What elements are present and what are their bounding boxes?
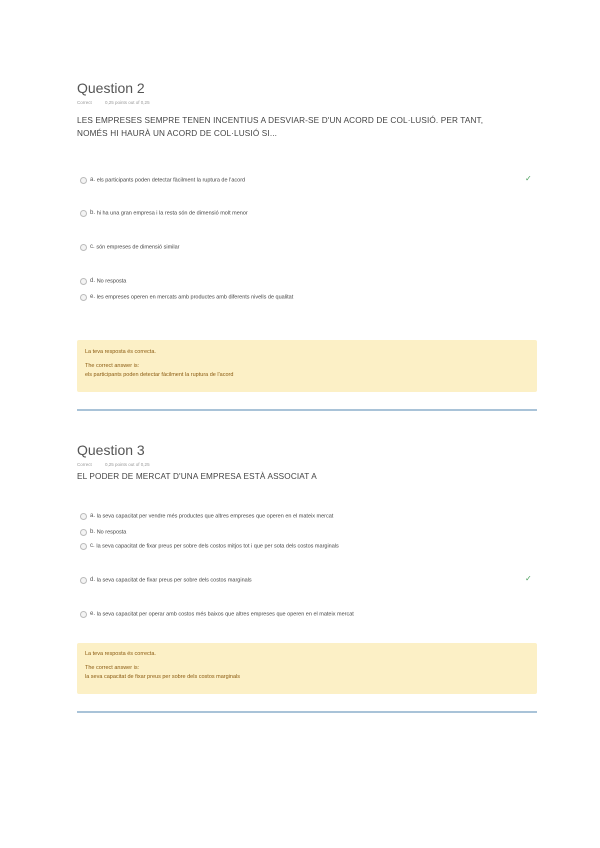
divider <box>77 711 537 713</box>
question-2-text <box>77 114 537 140</box>
q3-option-e[interactable] <box>80 611 354 618</box>
feedback-correct-answer: els participants poden detectar fàcilment la ruptura de l'acord <box>85 372 234 378</box>
radio-button[interactable] <box>80 278 87 285</box>
q3-option-a[interactable] <box>80 513 333 520</box>
radio-button[interactable] <box>80 529 87 536</box>
feedback-correct-answer: la seva capacitat de fixar preus per sobre dels costos marginals <box>85 674 240 680</box>
feedback-correct-label: The correct answer is: <box>85 363 140 369</box>
option-text: hi ha una gran empresa i la resta són de dimensió molt menor <box>96 210 248 217</box>
question-3-text-line-1: EL PODER DE MERCAT D'UNA EMPRESA ESTÀ ASSOCIAT A <box>77 472 317 481</box>
option-text: els participants poden detectar fàcilment la ruptura de l'acord <box>96 177 246 184</box>
option-letter: d. <box>90 278 96 284</box>
divider <box>77 409 537 411</box>
q2-option-b[interactable] <box>80 210 248 217</box>
q3-option-b[interactable] <box>80 529 126 536</box>
check-icon: ✓ <box>525 174 532 183</box>
question-3-points: 0,25 points out of 0,25 <box>105 462 150 467</box>
q2-option-e[interactable] <box>80 294 293 301</box>
option-letter: a. <box>90 177 96 183</box>
question-3-status: Correct <box>77 462 92 467</box>
option-text: la seva capacitat de fixar preus per sobre dels costos mitjos tot i que per sota dels costos marginals <box>96 543 339 550</box>
option-letter: b. <box>90 529 96 535</box>
check-icon: ✓ <box>525 574 532 583</box>
question-3-text <box>77 470 537 483</box>
option-text: la seva capacitat per operar amb costos més baixos que altres empreses que operen en el mateix mercat <box>96 611 354 618</box>
question-2-text-line-1: LES EMPRESES SEMPRE TENEN INCENTIUS A DESVIAR-SE D'UN ACORD DE COL·LUSIÓ. PER TANT, <box>77 116 484 125</box>
feedback-result: La teva resposta és correcta. <box>85 349 156 355</box>
radio-button[interactable] <box>80 210 87 217</box>
q3-option-c[interactable] <box>80 543 339 550</box>
option-letter: b. <box>90 210 96 216</box>
question-2-text-line-2: NOMÉS HI HAURÀ UN ACORD DE COL·LUSIÓ SI... <box>77 129 278 138</box>
option-text: No resposta <box>96 278 127 285</box>
option-letter: c. <box>90 244 95 250</box>
question-2-points: 0,25 points out of 0,25 <box>105 100 150 105</box>
radio-button[interactable] <box>80 513 87 520</box>
radio-button[interactable] <box>80 611 87 618</box>
option-letter: c. <box>90 543 95 549</box>
radio-button[interactable] <box>80 543 87 550</box>
radio-button[interactable] <box>80 294 87 301</box>
q2-option-a[interactable] <box>80 177 245 184</box>
question-2-title: Question 2 <box>77 80 145 96</box>
radio-button[interactable] <box>80 244 87 251</box>
q2-option-c[interactable] <box>80 244 180 251</box>
option-text: la seva capacitat per vendre més productes que altres empreses que operen en el mateix mercat <box>96 513 334 520</box>
radio-button[interactable] <box>80 577 87 584</box>
option-text: No resposta <box>96 529 127 536</box>
radio-button[interactable] <box>80 177 87 184</box>
q3-option-d[interactable] <box>80 577 252 584</box>
question-3-meta <box>77 462 162 467</box>
q3-feedback-box <box>77 643 537 694</box>
q2-feedback-box <box>77 340 537 392</box>
option-letter: e. <box>90 611 96 617</box>
option-text: les empreses operen en mercats amb productes amb diferents nivells de qualitat <box>96 294 294 301</box>
q2-option-d[interactable] <box>80 278 126 285</box>
option-letter: e. <box>90 294 96 300</box>
option-text: la seva capacitat de fixar preus per sobre dels costos marginals <box>96 577 252 584</box>
feedback-correct-label: The correct answer is: <box>85 665 140 671</box>
question-3-title: Question 3 <box>77 442 145 458</box>
question-2-meta <box>77 100 162 105</box>
question-2-status: Correct <box>77 100 92 105</box>
option-letter: d. <box>90 577 96 583</box>
option-text: són empreses de dimensió similar <box>96 244 180 251</box>
feedback-result: La teva resposta és correcta. <box>85 651 156 657</box>
option-letter: a. <box>90 513 96 519</box>
